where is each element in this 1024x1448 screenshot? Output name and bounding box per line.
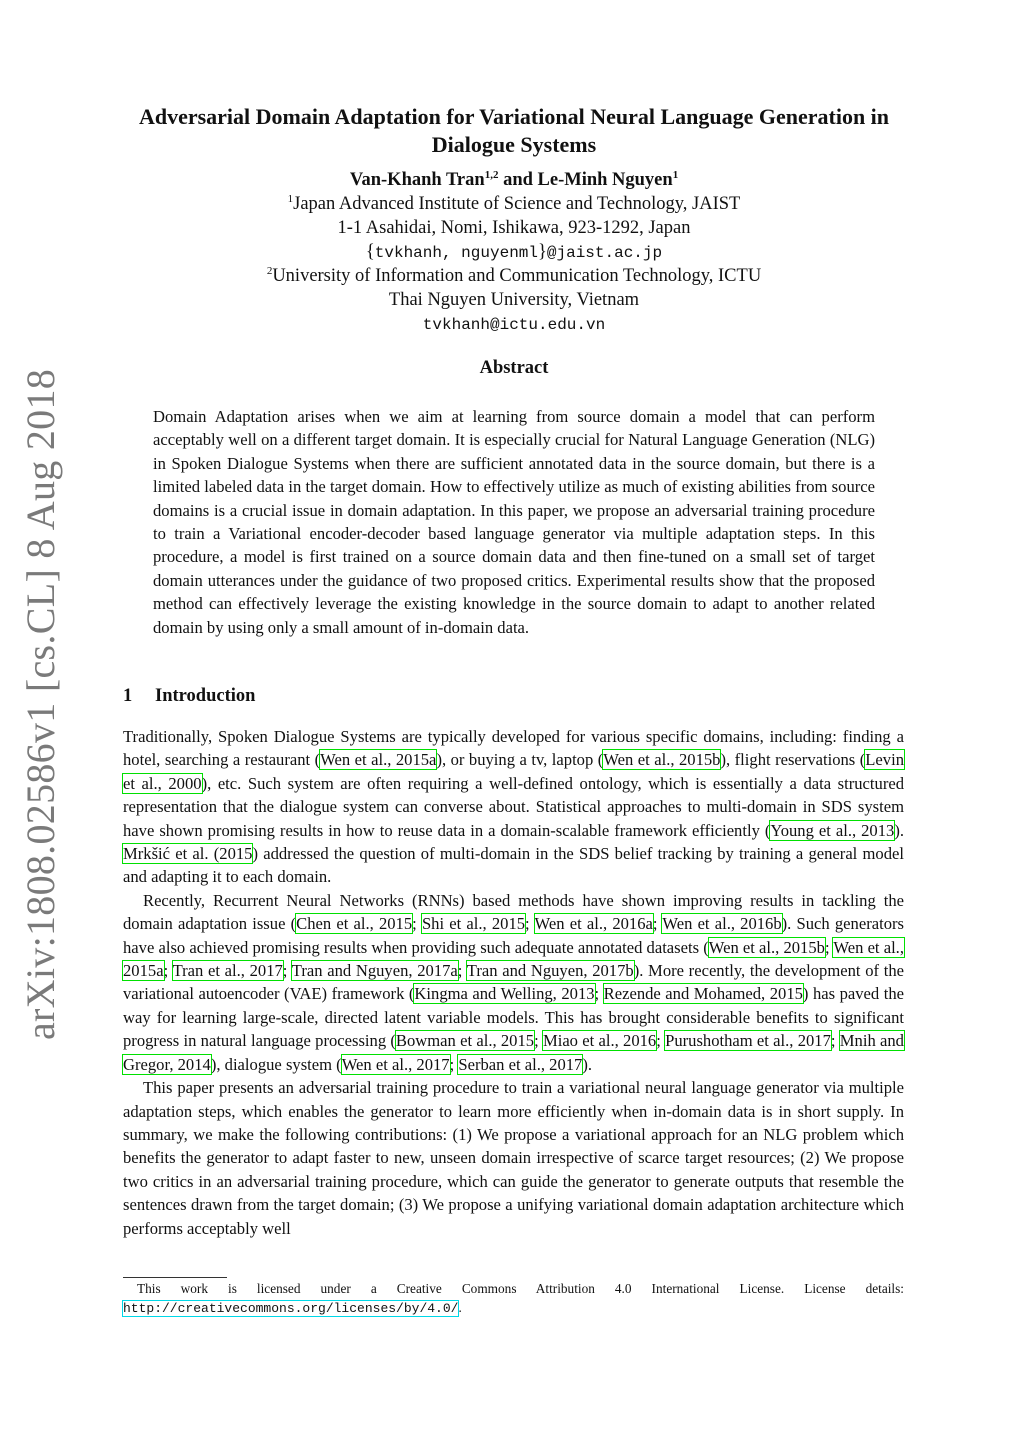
email-brace-close: } bbox=[538, 242, 547, 262]
abstract-text: Domain Adaptation arises when we aim at learning from source domain a model that can perform acceptably well on a different target domain. It is especially crucial for Natural Language Generation (NLG) in Spoken Dialogue Systems when there are sufficient annotated data in the source domain, but there is a limited labeled data in the target domain. How to effectively utilize as much of existing abilities from source domains is a crucial issue in domain adaptation. In this paper, we propose an adversarial training procedure to train a Variational encoder-decoder based language generator via multiple adaptation steps. In this procedure, a model is first trained on a source domain data and then fine-tuned on a small set of target domain utterances under the guidance of two proposed critics. Experimental results show that the proposed method can effectively leverage the existing knowledge in the source domain to adapt to another related domain by using only a small amount of in-domain data. bbox=[153, 407, 875, 637]
citation-link[interactable]: Miao et al., 2016 bbox=[542, 1031, 657, 1051]
affiliation-2-address: Thai Nguyen University, Vietnam bbox=[388, 290, 640, 310]
text-run: ). Such generators have also achieved promising results when providing such adequate annotated datasets ( bbox=[123, 914, 904, 957]
separator: ; bbox=[652, 914, 663, 934]
author-block bbox=[130, 168, 898, 336]
separator: ; bbox=[449, 1054, 459, 1074]
citation-link[interactable]: Wen et al., 2015a bbox=[320, 750, 437, 770]
text-run: Recently, Recurrent Neural Networks (RNNs) based methods have shown improving results in tackling the domain adaptation issue ( bbox=[123, 890, 904, 934]
arxiv-side-stamp: arXiv:1808.02586v1 [cs.CL] 8 Aug 2018 bbox=[18, 368, 63, 1040]
separator: ; bbox=[282, 961, 292, 981]
section-heading-introduction bbox=[123, 684, 523, 708]
license-url-link[interactable]: http://creativecommons.org/licenses/by/4.0/ bbox=[123, 1300, 459, 1316]
citation-link[interactable]: Kingma and Welling, 2013 bbox=[414, 984, 595, 1004]
separator: ; bbox=[594, 984, 604, 1004]
citation-link[interactable]: Young et al., 2013 bbox=[770, 820, 895, 840]
affiliation-1-email bbox=[130, 240, 898, 264]
paper-title: Adversarial Domain Adaptation for Variational Neural Language Generation in Dialogue Systems bbox=[138, 104, 890, 157]
citation-link[interactable]: Purushotham et al., 2017 bbox=[665, 1031, 831, 1051]
citation-link[interactable]: Serban et al., 2017 bbox=[458, 1054, 583, 1074]
citation-link[interactable]: Levin et al., 2000 bbox=[123, 750, 904, 793]
separator: ; bbox=[656, 1031, 666, 1051]
affiliation-2-text: University of Information and Communication Technology, ICTU bbox=[272, 266, 762, 286]
footnote-tail: . bbox=[458, 1299, 462, 1315]
intro-paragraph-2 bbox=[123, 889, 904, 1076]
citation-link[interactable]: Mnih and Gregor, 2014 bbox=[123, 1031, 904, 1074]
affiliation-2-name bbox=[130, 264, 898, 288]
affiliation-1-mark: 1 bbox=[287, 192, 294, 205]
citation-link[interactable]: Mrkšić et al. (2015 bbox=[123, 844, 253, 864]
text-run: ). More recently, the development of the variational autoencoder (VAE) framework ( bbox=[123, 961, 904, 1004]
separator: ; bbox=[525, 914, 535, 934]
intro-paragraph-3: This paper presents an adversarial training procedure to train a variational neural language generator via multiple adaptation steps, which enables the generator to learn more efficiently when in-domain data is in short supply. In summary, we make the following contributions: (1) We propose a variational approach for an NLG problem which benefits the generator to adapt faster to new, unseen domain irrespective of scarce target resources; (2) We propose two critics in an adversarial training procedure, which can guide the generator to generate outputs that resemble the sentences drawn from the target domain; (3) We propose a unifying variational domain adaptation architecture which performs acceptably well bbox=[123, 1078, 904, 1238]
email-domain: @jaist.ac.jp bbox=[546, 244, 663, 262]
citation-link[interactable]: Chen et al., 2015 bbox=[296, 914, 413, 934]
affiliation-2-email bbox=[130, 312, 898, 336]
text-run: ), dialogue system ( bbox=[210, 1054, 342, 1074]
citation-link[interactable]: Rezende and Mohamed, 2015 bbox=[603, 984, 803, 1004]
text-run: ), etc. Such system are often requiring a well-defined ontology, which is essentially a data structured representation that the dialogue system can converse about. Statistical approaches to multi-domain in SDS system have shown promising results in how to reuse data in a domain-scalable framework efficiently ( bbox=[123, 773, 905, 840]
separator: ; bbox=[163, 961, 173, 981]
separator: ; bbox=[830, 1031, 840, 1051]
section-number: 1 bbox=[123, 686, 133, 706]
citation-link[interactable]: Tran and Nguyen, 2017b bbox=[466, 961, 634, 981]
abstract-heading: Abstract bbox=[479, 358, 549, 378]
affiliation-2-mark: 2 bbox=[266, 264, 273, 277]
separator: ; bbox=[412, 914, 422, 934]
footnote-divider bbox=[123, 1277, 227, 1278]
affiliation-1-name bbox=[130, 192, 898, 216]
citation-link[interactable]: Tran and Nguyen, 2017a bbox=[291, 961, 458, 981]
citation-link[interactable]: Wen et al., 2015b bbox=[603, 750, 721, 770]
email-users: tvkhanh, nguyenml bbox=[374, 244, 538, 262]
text-run: ). bbox=[582, 1054, 593, 1074]
citation-link[interactable]: Wen et al., 2015a bbox=[123, 937, 904, 981]
text-run: ) addressed the question of multi-domain in the SDS belief tracking by training a general model and adapting it to each domain. bbox=[123, 844, 904, 887]
text-run: ), flight reservations ( bbox=[720, 750, 866, 770]
citation-link[interactable]: Tran et al., 2017 bbox=[172, 961, 283, 981]
text-run: ) has paved the way for learning large-scale, directed latent variable models. This has brought considerable benefits to significant progress in natural language processing ( bbox=[123, 984, 904, 1051]
affiliation-1-text: Japan Advanced Institute of Science and Technology, JAIST bbox=[293, 194, 741, 214]
author-connector: and bbox=[498, 170, 538, 190]
citation-link[interactable]: Wen et al., 2016b bbox=[662, 914, 782, 934]
author-names bbox=[130, 168, 898, 192]
author-first-affil: 1,2 bbox=[484, 168, 499, 181]
citation-link[interactable]: Shi et al., 2015 bbox=[421, 914, 526, 934]
text-run: ). bbox=[894, 820, 904, 840]
intro-paragraph-1 bbox=[123, 725, 904, 889]
separator: ; bbox=[534, 1031, 543, 1051]
author-second-affil: 1 bbox=[672, 168, 679, 181]
separator: ; bbox=[457, 961, 467, 981]
separator: ; bbox=[824, 937, 834, 957]
citation-link[interactable]: Wen et al., 2017 bbox=[341, 1054, 450, 1074]
text-run: Traditionally, Spoken Dialogue Systems are typically developed for various specific domains, including: finding a hotel, searching a restaurant ( bbox=[123, 727, 904, 770]
license-footnote bbox=[123, 1280, 904, 1318]
citation-link[interactable]: Wen et al., 2015b bbox=[708, 937, 825, 957]
citation-link[interactable]: Wen et al., 2016a bbox=[534, 914, 653, 934]
text-run: ), or buying a tv, laptop ( bbox=[436, 750, 604, 770]
citation-link[interactable]: Bowman et al., 2015 bbox=[395, 1031, 535, 1051]
author-first: Van-Khanh Tran bbox=[349, 170, 485, 190]
affiliation-1-address: 1-1 Asahidai, Nomi, Ishikawa, 923-1292, Japan bbox=[337, 218, 691, 238]
email-brace-open: { bbox=[365, 242, 375, 262]
introduction-body bbox=[123, 725, 904, 1240]
section-title: Introduction bbox=[155, 686, 256, 706]
footnote-text: This work is licensed under a Creative Commons Attribution 4.0 International License. License details: bbox=[137, 1281, 904, 1296]
author-second: Le-Minh Nguyen bbox=[537, 170, 673, 190]
affiliation-2-email-text: tvkhanh@ictu.edu.vn bbox=[422, 316, 606, 334]
